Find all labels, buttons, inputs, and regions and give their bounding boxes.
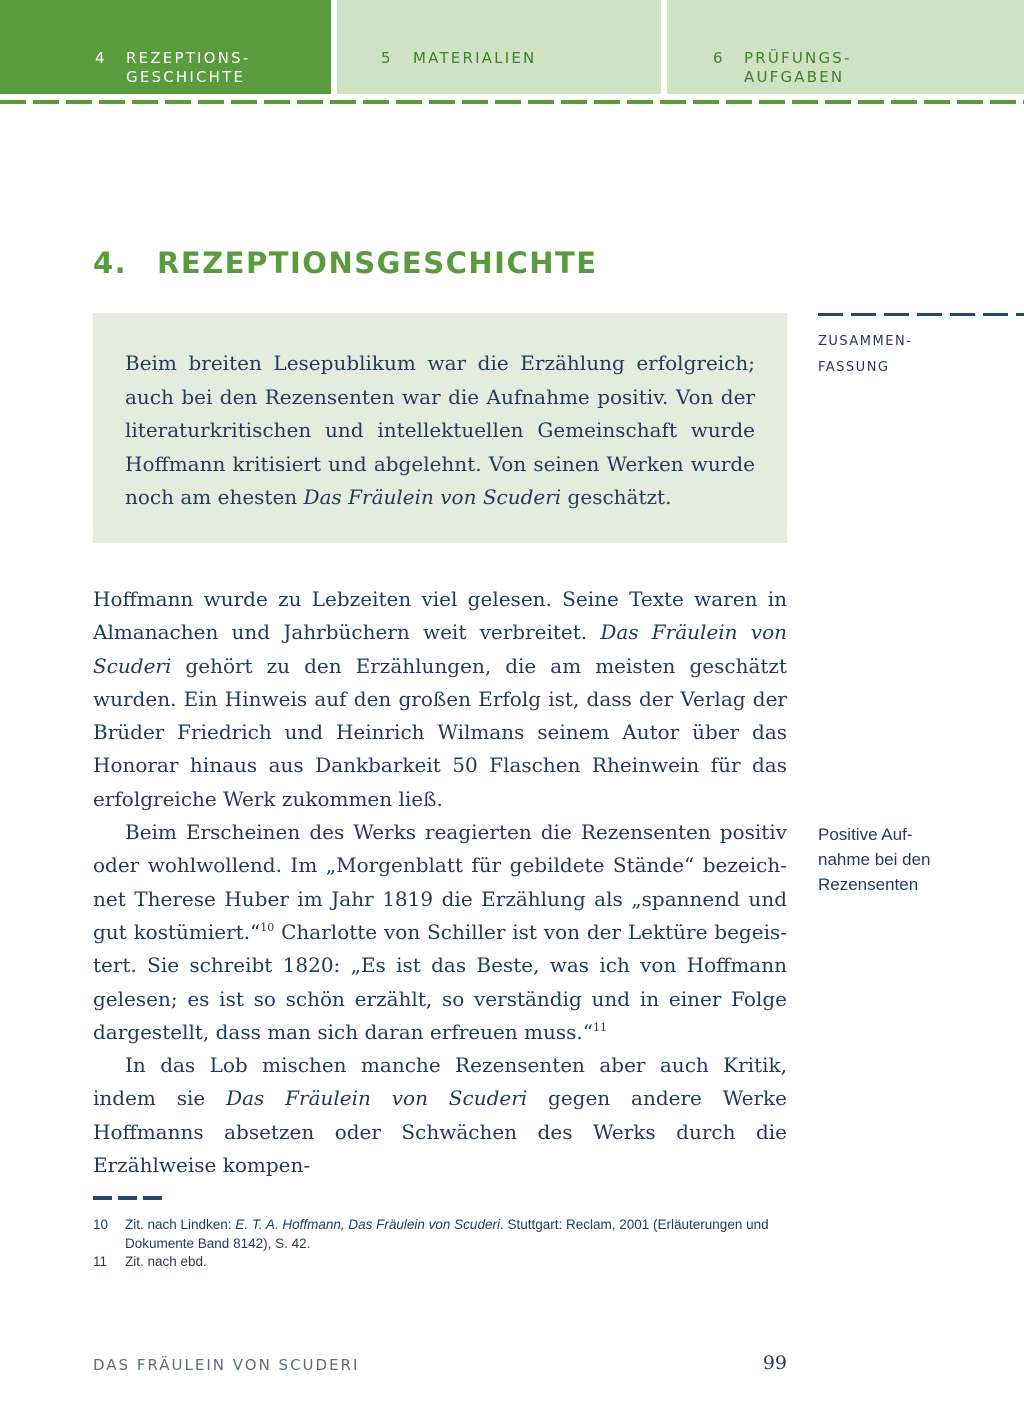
footnote-italic: E. T. A. Hoffmann, Das Fräulein von Scuderi xyxy=(235,1217,500,1232)
body-paragraph xyxy=(93,816,787,1049)
book-title-italic: Das Fräulein von Scuderi xyxy=(93,620,787,678)
footnote-divider xyxy=(93,1196,163,1200)
sidebar-summary-label: ZUSAMMEN- FASSUNG xyxy=(818,334,913,375)
summary-text-part: geschätzt. xyxy=(561,485,672,509)
footer-book-title: DAS FRÄULEIN VON SCUDERI xyxy=(93,1356,360,1374)
footnote-ref[interactable]: 10 xyxy=(260,920,275,934)
text-run: gegen andere Werke Hoffmanns absetzen oder Schwächen des Werks durch die Erzählweise kompen- xyxy=(93,1086,787,1178)
tab-number: 5 xyxy=(381,49,393,67)
footnote-text xyxy=(125,1216,785,1253)
body-paragraph xyxy=(93,1049,787,1182)
text-run: In das Lob mischen manche Rezensenten aber auch Kritik, indem sie xyxy=(93,1053,787,1111)
tab-materialien[interactable] xyxy=(337,0,661,94)
tab-pruefungsaufgaben[interactable] xyxy=(667,0,1024,94)
summary-box xyxy=(93,313,787,543)
footnote-ref[interactable]: 11 xyxy=(593,1020,607,1034)
text-run: Zit. nach Lindken: xyxy=(125,1217,236,1232)
body-text xyxy=(93,583,787,1182)
book-title-italic: Das Fräulein von Scuderi xyxy=(226,1086,528,1111)
footnote-number: 10 xyxy=(93,1217,109,1232)
text-run: Charlotte von Schiller ist von der Lektüre begeistert. Sie schreibt 1820: „Es ist das Beste, was ich von Hoffmann gelesen; es ist so schön erzählt, so verständig und in einer Folge dargestellt, dass man sich daran erfreuen muss.“ xyxy=(93,919,787,1044)
header-dashed-divider xyxy=(0,100,1024,104)
text-run: gehört zu den Erzählungen, die am meisten geschätzt wurden. Ein Hinweis auf den großen Erfolg ist, dass der Verlag der Brüder Friedrich und Heinrich Wilmans seinem Autor über das Honorar hinaus aus Dankbarkeit 50 Flaschen Rheinwein für das erfolgreiche Werk zukommen ließ. xyxy=(93,653,787,811)
tab-label: MATERIALIEN xyxy=(413,49,537,67)
text-run: . Stuttgart: Reclam, 2001 (Erläuterungen und Dokumente Band 8142), S. 42. xyxy=(125,1217,769,1251)
chapter-number: 4. xyxy=(93,246,128,280)
sidebar-margin-note: Positive Auf- nahme bei den Rezensenten xyxy=(818,825,931,894)
body-paragraph xyxy=(93,583,787,816)
summary-book-title: Das Fräulein von Scuderi xyxy=(303,485,562,509)
page-number: 99 xyxy=(762,1352,787,1374)
text-run: Beim Erscheinen des Werks reagierten die Rezensenten positiv oder wohlwollend. Im „Morgenblatt für gebildete Stände“ bezeichnet Therese Huber im Jahr 1819 die Erzählung als „spannend und gut kostümiert.“ xyxy=(93,820,787,944)
sidebar-dashed-divider xyxy=(818,313,1024,316)
summary-text-part: Beim breiten Lesepublikum war die Erzählung erfolgreich; auch bei den Rezensenten war die Aufnahme positiv. Von der literaturkritischen und intellektuellen Gemeinschaft wurde Hoffmann kritisiert und abgelehnt. Von seinen Werken wurde noch am ehesten xyxy=(125,351,755,509)
chapter-title: REZEPTIONSGESCHICHTE xyxy=(157,246,598,280)
text-run: Hoffmann wurde zu Lebzeiten viel gelesen. Seine Texte waren in Almanachen und Jahrbüchern weit verbreitet. xyxy=(93,587,787,645)
tab-number: 4 xyxy=(95,49,107,67)
footnote-number: 11 xyxy=(93,1254,108,1269)
tab-label: PRÜFUNGS- AUFGABEN xyxy=(744,49,852,86)
tab-number: 6 xyxy=(713,49,725,67)
footnote-text: Zit. nach ebd. xyxy=(125,1254,207,1269)
tab-label: REZEPTIONS- GESCHICHTE xyxy=(126,49,251,86)
tab-rezeptionsgeschichte[interactable] xyxy=(0,0,331,94)
summary-text xyxy=(125,347,755,515)
